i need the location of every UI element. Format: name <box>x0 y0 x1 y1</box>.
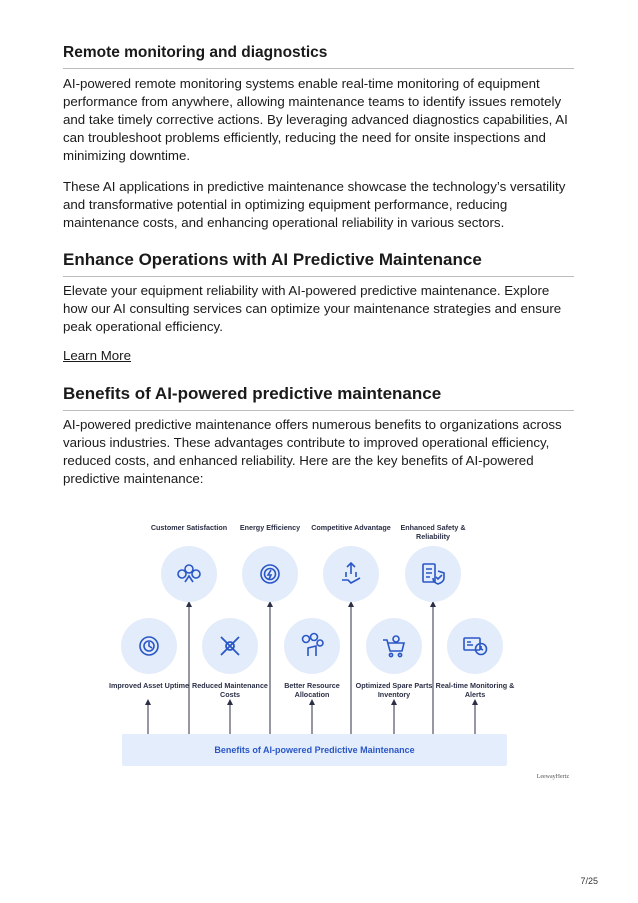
label-optimized-spare-parts: Optimized Spare Parts Inventory <box>355 681 433 699</box>
benefits-paragraph: AI-powered predictive maintenance offers numerous benefits to organizations across various industries. These advantages contribute to improved operational efficiency, reduced costs, and enhanced reliability. Here are the key benefits of AI-powered predictive maintenance: <box>63 417 562 486</box>
competitive-advantage-circle <box>323 546 379 602</box>
infographic-banner: Benefits of AI-powered Predictive Maintenance <box>122 734 507 766</box>
gauge-icon <box>175 560 203 588</box>
enhance-operations-paragraph: Elevate your equipment reliability with AI-powered predictive maintenance. Explore how our AI consulting services can optimize your maintenance strategies and ensure peak operational efficiency. <box>63 283 562 334</box>
customer-satisfaction-circle <box>161 546 217 602</box>
reduced-maintenance-costs-circle <box>202 618 258 674</box>
brand-logo: LeewayHertz <box>536 774 569 780</box>
label-real-time-monitoring: Real-time Monitoring & Alerts <box>435 681 515 699</box>
remote-monitoring-paragraph: AI-powered remote monitoring systems enable real-time monitoring of equipment performance from anywhere, allowing maintenance teams to identify issues remotely and take timely corrective actions. By leveraging advanced diagnostics capabilities, AI can troubleshoot problems efficiently, reducing the need for onsite inspections and minimizing downtime. <box>63 76 568 163</box>
clock-icon <box>135 632 163 660</box>
tools-icon <box>216 632 244 660</box>
energy-efficiency-circle <box>242 546 298 602</box>
section-heading-enhance-operations: Enhance Operations with AI Predictive Maintenance <box>63 250 574 277</box>
cart-gear-icon <box>380 632 408 660</box>
label-enhanced-safety: Enhanced Safety & Reliability <box>400 523 466 541</box>
label-energy-efficiency: Energy Efficiency <box>239 523 301 532</box>
section-heading-remote-monitoring: Remote monitoring and diagnostics <box>63 44 574 69</box>
applications-summary-paragraph: These AI applications in predictive maintenance showcase the technology’s versatility and transformative potential in optimizing equipment performance, reducing maintenance costs, and enhancing operational reliability in various sectors. <box>63 179 566 230</box>
energy-gear-icon <box>256 560 284 588</box>
enhanced-safety-circle <box>405 546 461 602</box>
label-better-resource-allocation: Better Resource Allocation <box>284 681 340 699</box>
label-reduced-maintenance-costs: Reduced Maintenance Costs <box>192 681 268 699</box>
label-customer-satisfaction: Customer Satisfaction <box>150 523 228 532</box>
section-heading-benefits: Benefits of AI-powered predictive maintenance <box>63 384 574 411</box>
label-improved-asset-uptime: Improved Asset Uptime <box>108 681 189 690</box>
better-resource-allocation-circle <box>284 618 340 674</box>
real-time-monitoring-circle <box>447 618 503 674</box>
optimized-spare-parts-circle <box>366 618 422 674</box>
benefits-infographic <box>108 516 517 774</box>
monitor-clock-icon <box>461 632 489 660</box>
label-competitive-advantage: Competitive Advantage <box>311 523 391 532</box>
learn-more-link[interactable]: Learn More <box>63 348 131 363</box>
growth-hand-icon <box>337 560 365 588</box>
resource-hand-icon <box>298 632 326 660</box>
improved-asset-uptime-circle <box>121 618 177 674</box>
shield-checklist-icon <box>419 560 447 588</box>
page-number: 7/25 <box>580 876 598 886</box>
